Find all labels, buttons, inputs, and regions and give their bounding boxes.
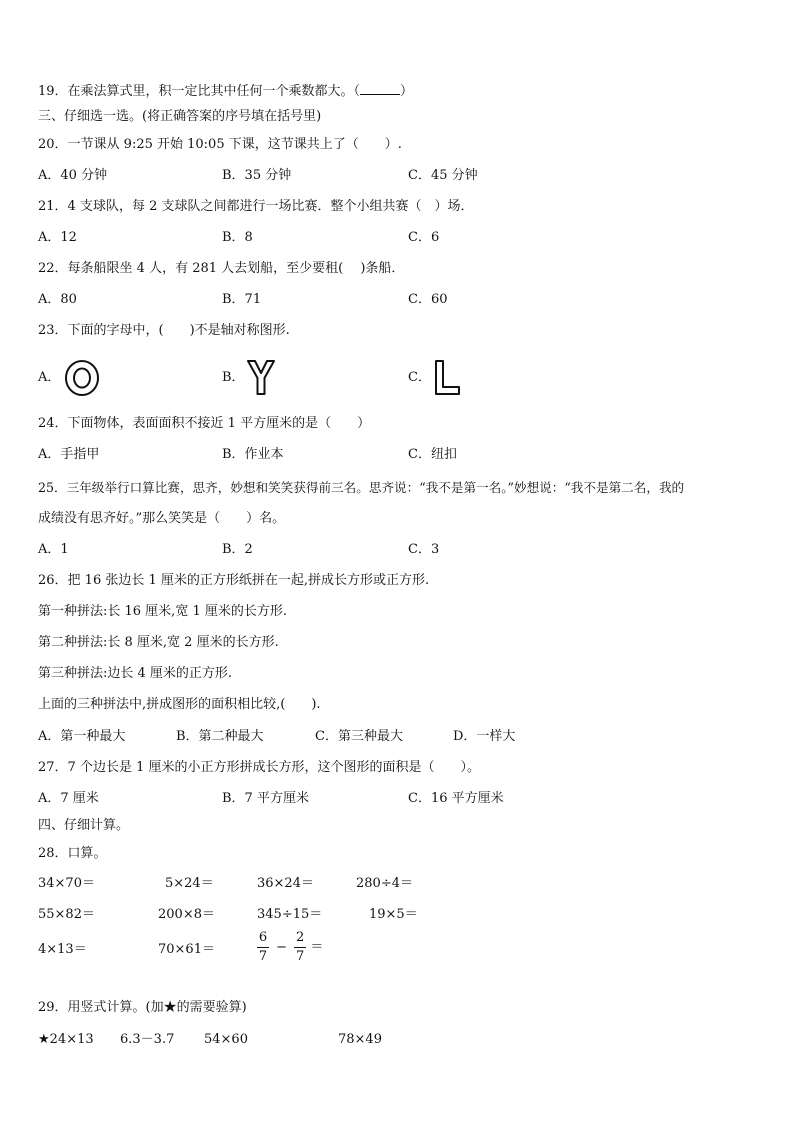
calc-item: 34×70＝: [38, 876, 95, 891]
letter-l-icon: [430, 358, 464, 398]
section3-heading: 三、仔细选一选。(将正确答案的序号填在括号里): [38, 109, 322, 124]
q20-option-c[interactable]: C．45 分钟: [408, 168, 478, 183]
letter-l-label: L: [430, 358, 431, 359]
q23-option-a[interactable]: A．: [38, 370, 61, 385]
q25-option-b[interactable]: B．2: [222, 542, 253, 557]
q21-stem: 21．4 支球队，每 2 支球队之间都进行一场比赛．整个小组共赛（ ）场．: [38, 199, 474, 214]
calc-item: 345÷15＝: [257, 907, 323, 922]
q26-question: 上面的三种拼法中,拼成图形的面积相比较,( ).: [38, 697, 321, 712]
letter-y-label: Y: [244, 358, 245, 359]
calc-item: 19×5＝: [369, 907, 418, 922]
q22-option-b[interactable]: B．71: [222, 292, 262, 307]
fraction-expression: [257, 930, 323, 965]
vertical-calc-item: 54×60: [204, 1032, 248, 1047]
q26-method-3: 第三种拼法:边长 4 厘米的正方形.: [38, 666, 233, 681]
q25-stem-line1: 25．三年级举行口算比赛，思齐，妙想和笑笑获得前三名。思齐说：“我不是第一名。”妙想说：“我不是第二名，我的: [38, 480, 685, 495]
q21-option-b[interactable]: B．8: [222, 230, 253, 245]
q19-text: 19．在乘法算式里，积一定比其中任何一个乘数都大。（: [38, 84, 361, 99]
answer-blank[interactable]: [360, 82, 400, 95]
q26-stem: 26．把 16 张边长 1 厘米的正方形纸拼在一起,拼成长方形或正方形.: [38, 573, 430, 588]
calc-item: 55×82＝: [38, 907, 95, 922]
fraction-6-7: $\frac{6}{7}$: [258, 930, 268, 964]
letter-o-icon: [62, 358, 102, 398]
calc-item: 70×61＝: [158, 942, 215, 957]
q26-option-c[interactable]: C．第三种最大: [315, 729, 403, 744]
q23-option-b[interactable]: B．: [222, 370, 245, 385]
minus-sign: −: [276, 939, 288, 955]
q25-option-c[interactable]: C．3: [408, 542, 440, 557]
equals-sign: ＝: [310, 939, 324, 955]
q24-option-c[interactable]: C．纽扣: [408, 447, 457, 462]
q26-option-d[interactable]: D．一样大: [453, 729, 516, 744]
q25-stem-line2: 成绩没有思齐好。”那么笑笑是（ ）名。: [38, 511, 286, 526]
q26-option-b[interactable]: B．第二种最大: [176, 729, 264, 744]
q29-title: 29．用竖式计算。(加★的需要验算): [38, 1000, 247, 1015]
q22-option-c[interactable]: C．60: [408, 292, 448, 307]
calc-item: 280÷4＝: [356, 876, 413, 891]
q28-title: 28．口算。: [38, 846, 107, 861]
q27-option-b[interactable]: B．7 平方厘米: [222, 791, 309, 806]
q27-option-a[interactable]: A．7 厘米: [38, 791, 99, 806]
q26-method-1: 第一种拼法:长 16 厘米,宽 1 厘米的长方形.: [38, 604, 287, 619]
q21-option-c[interactable]: C．6: [408, 230, 440, 245]
vertical-calc-item: 6.3－3.7: [120, 1032, 175, 1047]
vertical-calc-item: ★24×13: [38, 1032, 94, 1047]
calc-item: 4×13＝: [38, 942, 87, 957]
q26-option-a[interactable]: A．第一种最大: [38, 729, 126, 744]
q20-option-a[interactable]: A．40 分钟: [38, 168, 108, 183]
calc-item: 36×24＝: [257, 876, 314, 891]
q20-option-b[interactable]: B．35 分钟: [222, 168, 292, 183]
q20-stem: 20．一节课从 9:25 开始 10:05 下课，这节课共上了（ ）.: [38, 137, 402, 152]
q24-stem: 24．下面物体，表面面积不接近 1 平方厘米的是（ ）: [38, 416, 371, 431]
q27-stem: 27．7 个边长是 1 厘米的小正方形拼成长方形，这个图形的面积是（ ）。: [38, 760, 480, 775]
q27-option-c[interactable]: C．16 平方厘米: [408, 791, 504, 806]
calc-item: 5×24＝: [165, 876, 214, 891]
q25-option-a[interactable]: A．1: [38, 542, 69, 557]
calc-item: 200×8＝: [158, 907, 215, 922]
q24-option-b[interactable]: B．作业本: [222, 447, 284, 462]
q24-option-a[interactable]: A．手指甲: [38, 447, 100, 462]
q26-method-2: 第二种拼法:长 8 厘米,宽 2 厘米的长方形.: [38, 635, 279, 650]
fraction-2-7: $\frac{2}{7}$: [296, 930, 305, 964]
q21-option-a[interactable]: A．12: [38, 230, 77, 245]
letter-y-icon: [244, 358, 278, 398]
section4-heading: 四、仔细计算。: [38, 818, 130, 833]
letter-o-label: O: [62, 358, 63, 359]
q22-option-a[interactable]: A．80: [38, 292, 77, 307]
vertical-calc-item: 78×49: [338, 1032, 382, 1047]
q19: 19．在乘法算式里，积一定比其中任何一个乘数都大。（ ）: [38, 84, 414, 99]
q22-stem: 22．每条船限坐 4 人，有 281 人去划船，至少要租( )条船．: [38, 261, 405, 276]
q23-option-c[interactable]: C．: [408, 370, 431, 385]
q23-stem: 23．下面的字母中，( )不是轴对称图形.: [38, 323, 290, 338]
